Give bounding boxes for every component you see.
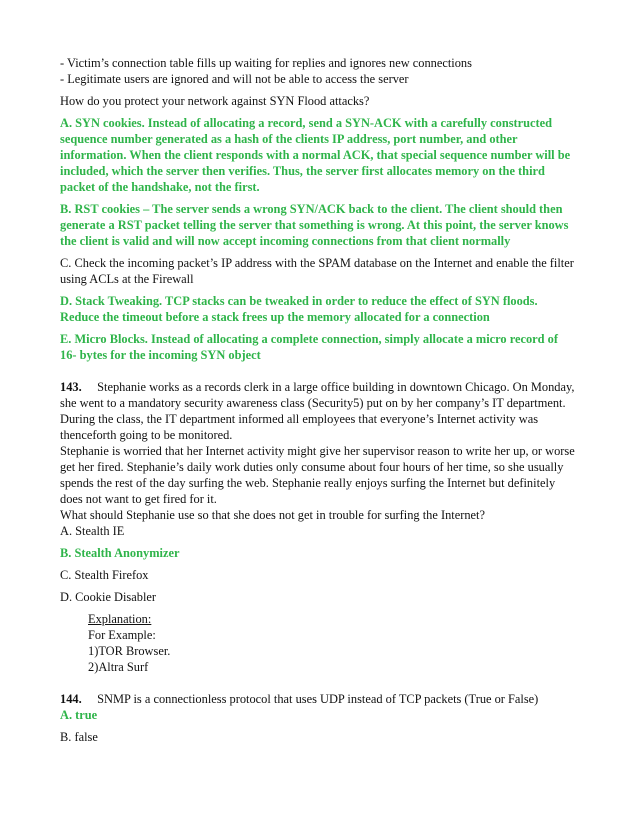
question-144 bbox=[60, 691, 590, 745]
explanation-line: For Example: bbox=[88, 628, 156, 642]
explanation-line: 2)Altra Surf bbox=[88, 660, 149, 674]
option-c bbox=[60, 567, 590, 583]
intro-line: - Victim’s connection table fills up waiting for replies and ignores new connections bbox=[60, 56, 472, 70]
option-letter: C. bbox=[60, 256, 72, 270]
option-letter: B. bbox=[60, 202, 72, 216]
question-text: thenceforth going to be monitored. bbox=[60, 428, 233, 442]
option-text: the client is valid and will now accept incoming connections from that client normally bbox=[60, 234, 511, 248]
option-text: included, which the server then verifies. Thus, the server first allocates memory on the third bbox=[60, 164, 545, 178]
option-text: packet of the handshake, not the first. bbox=[60, 180, 260, 194]
option-text: Stack Tweaking. TCP stacks can be tweaked in order to reduce the effect of SYN floods. bbox=[75, 294, 538, 308]
explanation-line: 1)TOR Browser. bbox=[88, 644, 171, 658]
explanation-heading: Explanation: bbox=[88, 612, 152, 626]
option-b bbox=[60, 729, 590, 745]
option-letter: B. bbox=[60, 730, 72, 744]
option-d bbox=[60, 589, 590, 605]
option-text: Stealth Anonymizer bbox=[74, 546, 180, 560]
explanation-block bbox=[88, 611, 590, 675]
option-b bbox=[60, 545, 590, 561]
question-number: 144. bbox=[60, 692, 82, 706]
question-text: Stephanie is worried that her Internet activity might give her supervisor reason to write her up, or worse bbox=[60, 444, 575, 458]
question-text: get her fired. Stephanie’s daily work duties only consume about four hours of her time, so she usually bbox=[60, 460, 564, 474]
question-text: spends the rest of the day surfing the web. Stephanie really enjoys surfing the Internet but definitely bbox=[60, 476, 556, 490]
option-text: RST cookies – The server sends a wrong SYN/ACK back to the client. The client should then bbox=[74, 202, 563, 216]
option-text: false bbox=[74, 730, 98, 744]
question-143 bbox=[60, 379, 590, 675]
question-text: Stephanie works as a records clerk in a large office building in downtown Chicago. On Monday, bbox=[97, 380, 575, 394]
question-142 bbox=[60, 93, 590, 363]
option-text: SYN cookies. Instead of allocating a record, send a SYN-ACK with a carefully constructed bbox=[75, 116, 553, 130]
question-text: How do you protect your network against SYN Flood attacks? bbox=[60, 94, 370, 108]
option-a bbox=[60, 523, 590, 539]
option-text: using ACLs at the Firewall bbox=[60, 272, 194, 286]
option-text: true bbox=[75, 708, 98, 722]
option-letter: D. bbox=[60, 590, 73, 604]
option-letter: B. bbox=[60, 546, 72, 560]
option-a bbox=[60, 115, 590, 195]
option-letter: D. bbox=[60, 294, 73, 308]
option-a bbox=[60, 707, 590, 723]
option-b bbox=[60, 201, 590, 249]
option-text: generate a RST packet telling the server that something is wrong. At this point, the server knows bbox=[60, 218, 569, 232]
option-text: 16- bytes for the incoming SYN object bbox=[60, 348, 261, 362]
option-letter: A. bbox=[60, 116, 73, 130]
option-letter: C. bbox=[60, 568, 72, 582]
option-text: Micro Blocks. Instead of allocating a complete connection, simply allocate a micro record of bbox=[74, 332, 558, 346]
option-letter: A. bbox=[60, 708, 73, 722]
option-d bbox=[60, 293, 590, 325]
question-text: What should Stephanie use so that she does not get in trouble for surfing the Internet? bbox=[60, 508, 485, 522]
intro-block bbox=[60, 55, 590, 87]
question-text: she went to a mandatory security awareness class (Security5) put on by her company’s IT department. bbox=[60, 396, 566, 410]
option-text: sequence number generated as a hash of the clients IP address, port number, and other bbox=[60, 132, 518, 146]
option-text: Check the incoming packet’s IP address with the SPAM database on the Internet and enable the filter bbox=[74, 256, 574, 270]
document-content bbox=[60, 55, 590, 745]
option-c bbox=[60, 255, 590, 287]
option-text: Stealth IE bbox=[75, 524, 125, 538]
option-letter: A. bbox=[60, 524, 73, 538]
option-text: information. When the client responds with a normal ACK, that special sequence number will be bbox=[60, 148, 571, 162]
option-text: Reduce the timeout before a stack frees up the memory allocated for a connection bbox=[60, 310, 490, 324]
option-text: Cookie Disabler bbox=[75, 590, 157, 604]
intro-line: - Legitimate users are ignored and will not be able to access the server bbox=[60, 72, 409, 86]
question-text: does not want to get fired for it. bbox=[60, 492, 217, 506]
option-letter: E. bbox=[60, 332, 72, 346]
question-number: 143. bbox=[60, 380, 82, 394]
option-text: Stealth Firefox bbox=[74, 568, 149, 582]
question-text: SNMP is a connectionless protocol that uses UDP instead of TCP packets (True or False) bbox=[97, 692, 539, 706]
question-text: During the class, the IT department informed all employees that everyone’s Internet activity was bbox=[60, 412, 539, 426]
option-e bbox=[60, 331, 590, 363]
